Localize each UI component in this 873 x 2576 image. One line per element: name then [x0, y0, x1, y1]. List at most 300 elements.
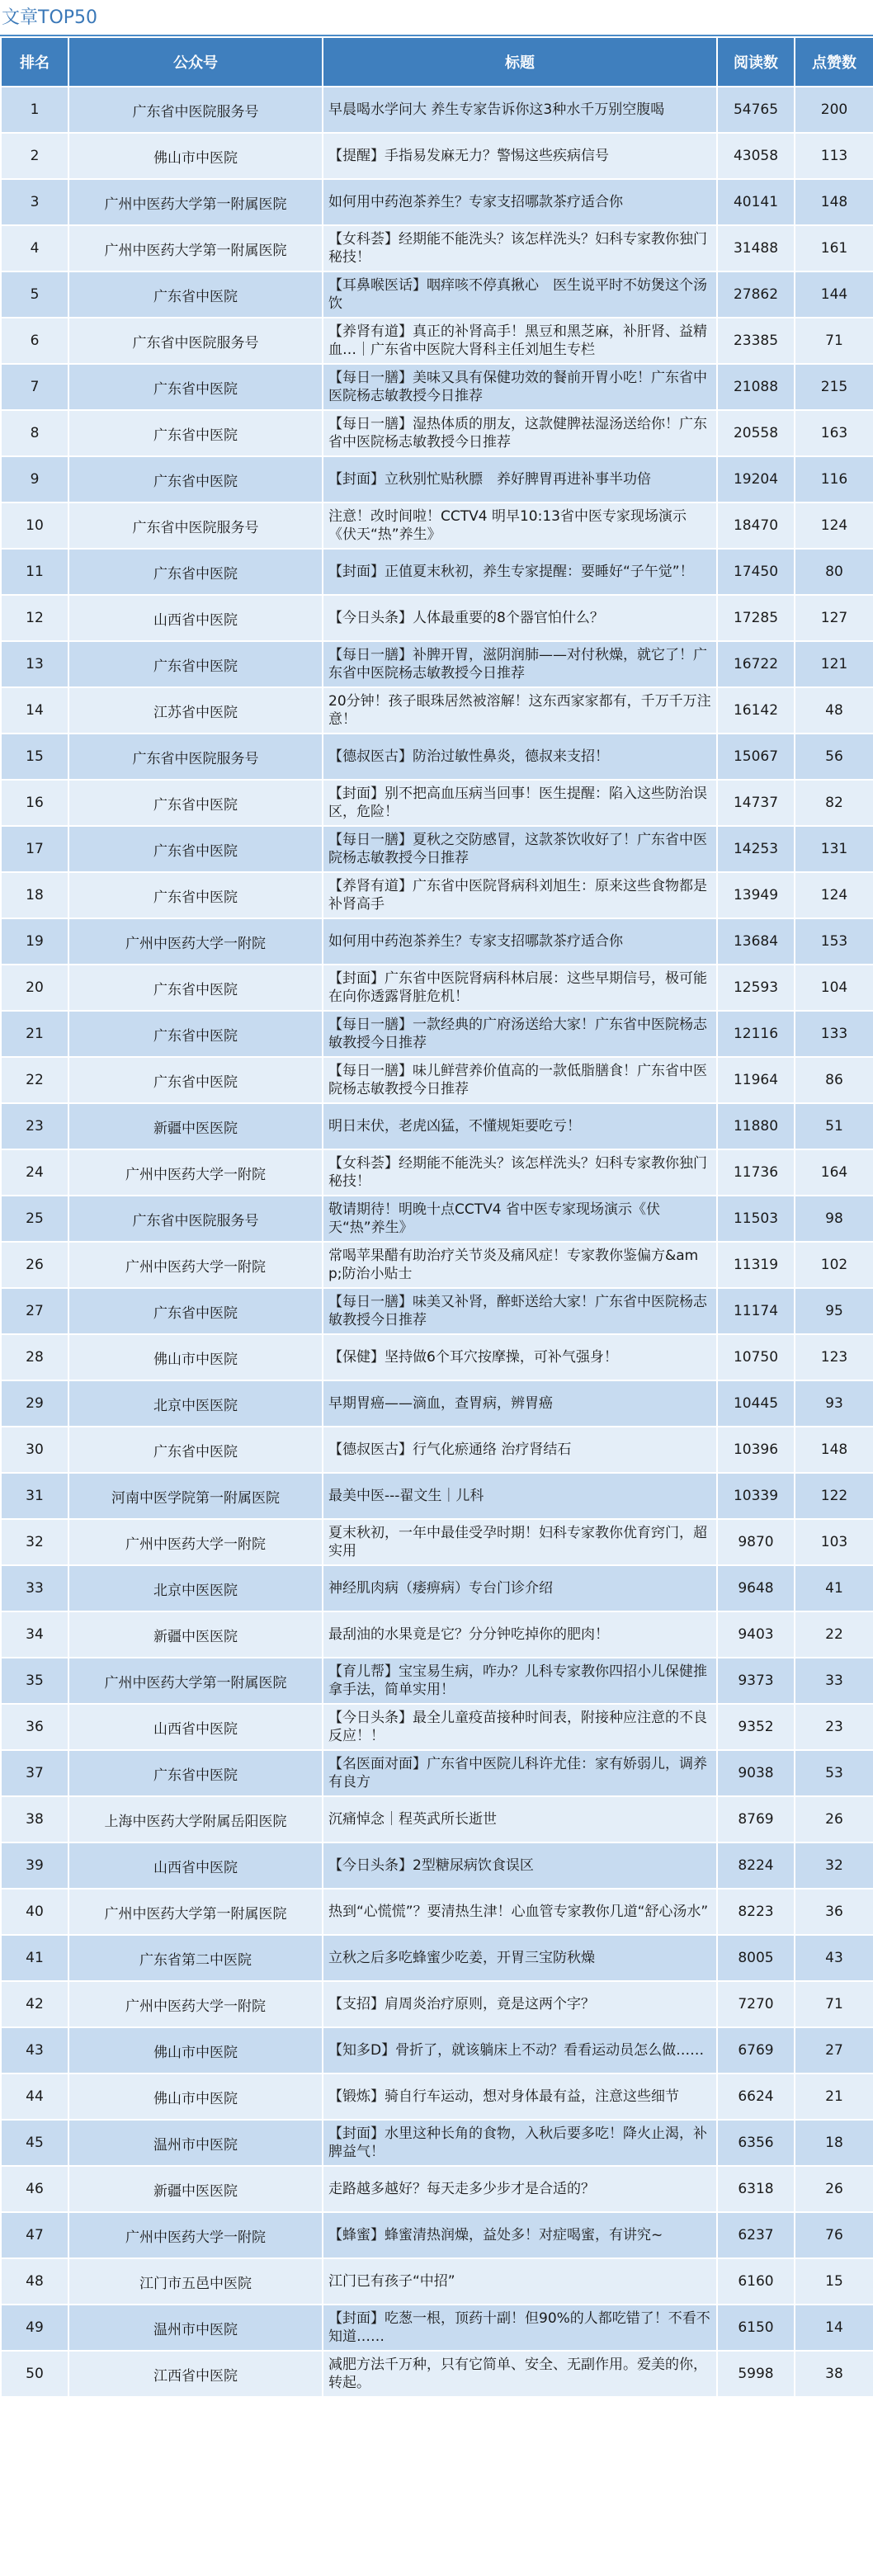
likes-cell: 148 [795, 1427, 873, 1473]
likes-cell: 133 [795, 1011, 873, 1057]
table-row [1, 2351, 873, 2397]
account-cell: 广东省中医院 [68, 826, 323, 872]
likes-cell: 86 [795, 1057, 873, 1103]
table-row [1, 1889, 873, 1935]
account-cell: 广东省中医院 [68, 1427, 323, 1473]
title-cell[interactable]: 【德叔医古】行气化瘀通络 治疗肾结石 [323, 1427, 717, 1473]
likes-cell: 33 [795, 1658, 873, 1704]
rank-cell: 39 [1, 1842, 68, 1889]
likes-cell: 123 [795, 1334, 873, 1380]
reads-cell: 8769 [717, 1796, 795, 1842]
table-row [1, 1149, 873, 1196]
title-cell[interactable]: 夏末秋初，一年中最佳受孕时期！妇科专家教你优育窍门，超实用 [323, 1519, 717, 1565]
likes-cell: 71 [795, 1981, 873, 2027]
rank-cell: 5 [1, 271, 68, 318]
title-cell[interactable]: 20分钟！孩子眼珠居然被溶解！这东西家家都有，千万千万注意！ [323, 687, 717, 734]
likes-cell: 103 [795, 1519, 873, 1565]
likes-cell: 124 [795, 872, 873, 918]
likes-cell: 22 [795, 1611, 873, 1658]
title-cell[interactable]: 【封面】水里这种长角的食物，入秋后要多吃！降火止渴，补脾益气！ [323, 2120, 717, 2166]
account-cell: 江门市五邑中医院 [68, 2258, 323, 2305]
account-cell: 新疆中医医院 [68, 1103, 323, 1149]
table-row [1, 133, 873, 179]
header-account: 公众号 [68, 37, 323, 87]
account-cell: 广东省中医院服务号 [68, 502, 323, 549]
account-cell: 广州中医药大学一附院 [68, 1981, 323, 2027]
account-cell: 山西省中医院 [68, 1704, 323, 1750]
reads-cell: 11174 [717, 1288, 795, 1334]
likes-cell: 27 [795, 2027, 873, 2074]
likes-cell: 18 [795, 2120, 873, 2166]
reads-cell: 10750 [717, 1334, 795, 1380]
likes-cell: 36 [795, 1889, 873, 1935]
table-row [1, 271, 873, 318]
title-cell[interactable]: 【每日一膳】美味又具有保健功效的餐前开胃小吃！广东省中医院杨志敏教授今日推荐 [323, 364, 717, 410]
table-row [1, 1334, 873, 1380]
title-cell[interactable]: 【每日一膳】补脾开胃，滋阴润肺——对付秋燥，就它了！广东省中医院杨志敏教授今日推荐 [323, 641, 717, 687]
rank-cell: 25 [1, 1196, 68, 1242]
account-cell: 广州中医药大学一附院 [68, 918, 323, 965]
reads-cell: 8223 [717, 1889, 795, 1935]
reads-cell: 9403 [717, 1611, 795, 1658]
table-row [1, 2305, 873, 2351]
likes-cell: 43 [795, 1935, 873, 1981]
reads-cell: 14737 [717, 780, 795, 826]
reads-cell: 6237 [717, 2212, 795, 2258]
reads-cell: 54765 [717, 87, 795, 133]
reads-cell: 31488 [717, 225, 795, 271]
table-row [1, 965, 873, 1011]
reads-cell: 9648 [717, 1565, 795, 1611]
likes-cell: 161 [795, 225, 873, 271]
reads-cell: 10396 [717, 1427, 795, 1473]
table-row [1, 1565, 873, 1611]
reads-cell: 13684 [717, 918, 795, 965]
table-row [1, 2258, 873, 2305]
title-cell[interactable]: 【养肾有道】真正的补肾高手！黑豆和黑芝麻，补肝肾、益精血…｜广东省中医院大肾科主任刘旭生专栏 [323, 318, 717, 364]
title-cell[interactable]: 【支招】肩周炎治疗原则，竟是这两个字？ [323, 1981, 717, 2027]
header-likes: 点赞数 [795, 37, 873, 87]
table-row [1, 734, 873, 780]
reads-cell: 11503 [717, 1196, 795, 1242]
title-cell[interactable]: 【提醒】手指易发麻无力？警惕这些疾病信号 [323, 133, 717, 179]
title-cell[interactable]: 【封面】吃葱一根，顶药十副！但90%的人都吃错了！不看不知道…… [323, 2305, 717, 2351]
table-row [1, 1427, 873, 1473]
rank-cell: 31 [1, 1473, 68, 1519]
title-cell[interactable]: 【蜂蜜】蜂蜜清热润燥，益处多！对症喝蜜，有讲究~ [323, 2212, 717, 2258]
likes-cell: 15 [795, 2258, 873, 2305]
account-cell: 佛山市中医院 [68, 133, 323, 179]
rank-cell: 27 [1, 1288, 68, 1334]
table-row [1, 2027, 873, 2074]
reads-cell: 6150 [717, 2305, 795, 2351]
likes-cell: 26 [795, 1796, 873, 1842]
account-cell: 广东省中医院服务号 [68, 87, 323, 133]
title-cell[interactable]: 【女科荟】经期能不能洗头？该怎样洗头？妇科专家教你独门秘技！ [323, 1149, 717, 1196]
title-cell[interactable]: 神经肌肉病（痿痹病）专台门诊介绍 [323, 1565, 717, 1611]
table-row [1, 1242, 873, 1288]
account-cell: 广州中医药大学第一附属医院 [68, 225, 323, 271]
rank-cell: 45 [1, 2120, 68, 2166]
title-cell[interactable]: 最刮油的水果竟是它？分分钟吃掉你的肥肉！ [323, 1611, 717, 1658]
rank-cell: 43 [1, 2027, 68, 2074]
title-cell[interactable]: 走路越多越好？每天走多少步才是合适的？ [323, 2166, 717, 2212]
likes-cell: 144 [795, 271, 873, 318]
table-row [1, 1519, 873, 1565]
title-cell[interactable]: 【耳鼻喉医话】咽痒咳不停真揪心 医生说平时不妨煲这个汤饮 [323, 271, 717, 318]
table-row [1, 87, 873, 133]
reads-cell: 9373 [717, 1658, 795, 1704]
account-cell: 山西省中医院 [68, 595, 323, 641]
account-cell: 广东省中医院 [68, 1057, 323, 1103]
reads-cell: 17450 [717, 549, 795, 595]
account-cell: 新疆中医医院 [68, 1611, 323, 1658]
rank-cell: 18 [1, 872, 68, 918]
account-cell: 佛山市中医院 [68, 2027, 323, 2074]
likes-cell: 104 [795, 965, 873, 1011]
reads-cell: 16722 [717, 641, 795, 687]
title-cell[interactable]: 【封面】正值夏末秋初，养生专家提醒：要睡好“子午觉”！ [323, 549, 717, 595]
reads-cell: 9870 [717, 1519, 795, 1565]
account-cell: 北京中医医院 [68, 1565, 323, 1611]
likes-cell: 38 [795, 2351, 873, 2397]
rank-cell: 32 [1, 1519, 68, 1565]
title-cell[interactable]: 【养肾有道】广东省中医院肾病科刘旭生：原来这些食物都是补肾高手 [323, 872, 717, 918]
account-cell: 山西省中医院 [68, 1842, 323, 1889]
table-row [1, 780, 873, 826]
table-row [1, 1288, 873, 1334]
reads-cell: 20558 [717, 410, 795, 456]
header-reads: 阅读数 [717, 37, 795, 87]
title-cell[interactable]: 【每日一膳】一款经典的广府汤送给大家！广东省中医院杨志敏教授今日推荐 [323, 1011, 717, 1057]
table-row [1, 595, 873, 641]
account-cell: 佛山市中医院 [68, 2074, 323, 2120]
reads-cell: 43058 [717, 133, 795, 179]
title-cell[interactable]: 沉痛悼念｜程英武所长逝世 [323, 1796, 717, 1842]
reads-cell: 18470 [717, 502, 795, 549]
likes-cell: 127 [795, 595, 873, 641]
table-row [1, 1842, 873, 1889]
account-cell: 河南中医学院第一附属医院 [68, 1473, 323, 1519]
account-cell: 广州中医药大学第一附属医院 [68, 1889, 323, 1935]
likes-cell: 113 [795, 133, 873, 179]
reads-cell: 6769 [717, 2027, 795, 2074]
account-cell: 广东省中医院 [68, 549, 323, 595]
rank-cell: 33 [1, 1565, 68, 1611]
table-row [1, 549, 873, 595]
account-cell: 温州市中医院 [68, 2120, 323, 2166]
reads-cell: 6318 [717, 2166, 795, 2212]
reads-cell: 17285 [717, 595, 795, 641]
rank-cell: 3 [1, 179, 68, 225]
header-title: 标题 [323, 37, 717, 87]
rank-cell: 38 [1, 1796, 68, 1842]
reads-cell: 8005 [717, 1935, 795, 1981]
reads-cell: 8224 [717, 1842, 795, 1889]
likes-cell: 56 [795, 734, 873, 780]
account-cell: 江西省中医院 [68, 2351, 323, 2397]
title-cell[interactable]: 【每日一膳】夏秋之交防感冒，这款茶饮收好了！广东省中医院杨志敏教授今日推荐 [323, 826, 717, 872]
rank-cell: 26 [1, 1242, 68, 1288]
rank-cell: 28 [1, 1334, 68, 1380]
reads-cell: 9352 [717, 1704, 795, 1750]
table-body [1, 87, 873, 2397]
table-row [1, 2120, 873, 2166]
rank-cell: 22 [1, 1057, 68, 1103]
table-row [1, 1658, 873, 1704]
account-cell: 广东省中医院 [68, 410, 323, 456]
table-row [1, 1103, 873, 1149]
likes-cell: 148 [795, 179, 873, 225]
reads-cell: 40141 [717, 179, 795, 225]
table-row [1, 1750, 873, 1796]
rank-cell: 8 [1, 410, 68, 456]
table-row [1, 1057, 873, 1103]
title-cell[interactable]: 【每日一膳】味美又补肾，醉虾送给大家！广东省中医院杨志敏教授今日推荐 [323, 1288, 717, 1334]
title-cell[interactable]: 【名医面对面】广东省中医院儿科许尤佳：家有娇弱儿，调养有良方 [323, 1750, 717, 1796]
title-cell[interactable]: 【每日一膳】湿热体质的朋友，这款健脾祛湿汤送给你！广东省中医院杨志敏教授今日推荐 [323, 410, 717, 456]
rank-cell: 40 [1, 1889, 68, 1935]
account-cell: 北京中医医院 [68, 1380, 323, 1427]
likes-cell: 164 [795, 1149, 873, 1196]
title-cell[interactable]: 常喝苹果醋有助治疗关节炎及痛风症！专家教你鉴偏方&amp;防治小贴士 [323, 1242, 717, 1288]
likes-cell: 23 [795, 1704, 873, 1750]
table-row [1, 456, 873, 502]
title-cell[interactable]: 早晨喝水学问大 养生专家告诉你这3种水千万别空腹喝 [323, 87, 717, 133]
table-row [1, 872, 873, 918]
table-row [1, 1935, 873, 1981]
title-cell[interactable]: 减肥方法千万种，只有它简单、安全、无副作用。爱美的你，转起。 [323, 2351, 717, 2397]
table-row [1, 1981, 873, 2027]
title-cell[interactable]: 【封面】广东省中医院肾病科林启展：这些早期信号，极可能在向你透露肾脏危机！ [323, 965, 717, 1011]
likes-cell: 53 [795, 1750, 873, 1796]
reads-cell: 7270 [717, 1981, 795, 2027]
reads-cell: 19204 [717, 456, 795, 502]
rank-cell: 44 [1, 2074, 68, 2120]
rank-cell: 48 [1, 2258, 68, 2305]
rank-cell: 13 [1, 641, 68, 687]
rank-cell: 37 [1, 1750, 68, 1796]
rank-cell: 23 [1, 1103, 68, 1149]
page-title: 文章TOP50 [0, 0, 873, 36]
rank-cell: 14 [1, 687, 68, 734]
rank-cell: 35 [1, 1658, 68, 1704]
reads-cell: 6160 [717, 2258, 795, 2305]
account-cell: 新疆中医医院 [68, 2166, 323, 2212]
table-row [1, 641, 873, 687]
likes-cell: 131 [795, 826, 873, 872]
reads-cell: 15067 [717, 734, 795, 780]
likes-cell: 200 [795, 87, 873, 133]
header-rank: 排名 [1, 37, 68, 87]
table-row [1, 2074, 873, 2120]
title-cell[interactable]: 江门已有孩子“中招” [323, 2258, 717, 2305]
reads-cell: 11319 [717, 1242, 795, 1288]
likes-cell: 76 [795, 2212, 873, 2258]
rank-cell: 4 [1, 225, 68, 271]
account-cell: 广东省中医院 [68, 1288, 323, 1334]
account-cell: 广东省中医院 [68, 780, 323, 826]
reads-cell: 16142 [717, 687, 795, 734]
articles-table [0, 36, 873, 2398]
table-row [1, 1011, 873, 1057]
account-cell: 广州中医药大学一附院 [68, 2212, 323, 2258]
table-row [1, 1196, 873, 1242]
title-cell[interactable]: 【封面】别不把高血压病当回事！医生提醒：陷入这些防治误区，危险！ [323, 780, 717, 826]
reads-cell: 23385 [717, 318, 795, 364]
title-cell[interactable]: 【保健】坚持做6个耳穴按摩操，可补气强身！ [323, 1334, 717, 1380]
title-cell[interactable]: 注意！改时间啦！CCTV4 明早10:13省中医专家现场演示《伏天“热”养生》 [323, 502, 717, 549]
table-row [1, 2212, 873, 2258]
rank-cell: 49 [1, 2305, 68, 2351]
account-cell: 广东省中医院 [68, 641, 323, 687]
title-cell[interactable]: 明日末伏，老虎凶猛，不懂规矩要吃亏！ [323, 1103, 717, 1149]
table-row [1, 1473, 873, 1519]
account-cell: 广东省中医院 [68, 1750, 323, 1796]
title-cell[interactable]: 立秋之后多吃蜂蜜少吃姜，开胃三宝防秋燥 [323, 1935, 717, 1981]
reads-cell: 11964 [717, 1057, 795, 1103]
likes-cell: 14 [795, 2305, 873, 2351]
account-cell: 广东省中医院服务号 [68, 1196, 323, 1242]
rank-cell: 46 [1, 2166, 68, 2212]
likes-cell: 82 [795, 780, 873, 826]
reads-cell: 21088 [717, 364, 795, 410]
rank-cell: 41 [1, 1935, 68, 1981]
likes-cell: 98 [795, 1196, 873, 1242]
rank-cell: 2 [1, 133, 68, 179]
rank-cell: 6 [1, 318, 68, 364]
likes-cell: 122 [795, 1473, 873, 1519]
account-cell: 广东省中医院 [68, 872, 323, 918]
reads-cell: 10339 [717, 1473, 795, 1519]
likes-cell: 71 [795, 318, 873, 364]
likes-cell: 121 [795, 641, 873, 687]
account-cell: 广州中医药大学一附院 [68, 1519, 323, 1565]
title-cell[interactable]: 最美中医---翟文生｜儿科 [323, 1473, 717, 1519]
likes-cell: 32 [795, 1842, 873, 1889]
table-row [1, 318, 873, 364]
account-cell: 广东省中医院服务号 [68, 318, 323, 364]
rank-cell: 21 [1, 1011, 68, 1057]
rank-cell: 1 [1, 87, 68, 133]
table-header [1, 37, 873, 87]
rank-cell: 36 [1, 1704, 68, 1750]
rank-cell: 11 [1, 549, 68, 595]
reads-cell: 12116 [717, 1011, 795, 1057]
account-cell: 温州市中医院 [68, 2305, 323, 2351]
likes-cell: 163 [795, 410, 873, 456]
rank-cell: 42 [1, 1981, 68, 2027]
rank-cell: 30 [1, 1427, 68, 1473]
account-cell: 广州中医药大学第一附属医院 [68, 1658, 323, 1704]
table-row [1, 918, 873, 965]
table-row [1, 687, 873, 734]
rank-cell: 7 [1, 364, 68, 410]
rank-cell: 47 [1, 2212, 68, 2258]
title-cell[interactable]: 热到“心慌慌”？要清热生津！心血管专家教你几道“舒心汤水” [323, 1889, 717, 1935]
rank-cell: 20 [1, 965, 68, 1011]
reads-cell: 11736 [717, 1149, 795, 1196]
account-cell: 上海中医药大学附属岳阳医院 [68, 1796, 323, 1842]
rank-cell: 29 [1, 1380, 68, 1427]
table-row [1, 826, 873, 872]
table-row [1, 410, 873, 456]
table-row [1, 179, 873, 225]
title-cell[interactable]: 【今日头条】最全儿童疫苗接种时间表，附接种应注意的不良反应！！ [323, 1704, 717, 1750]
reads-cell: 6624 [717, 2074, 795, 2120]
reads-cell: 6356 [717, 2120, 795, 2166]
account-cell: 广州中医药大学一附院 [68, 1242, 323, 1288]
account-cell: 广东省中医院 [68, 271, 323, 318]
title-cell[interactable]: 如何用中药泡茶养生？专家支招哪款茶疗适合你 [323, 918, 717, 965]
title-cell[interactable]: 敬请期待！明晚十点CCTV4 省中医专家现场演示《伏天“热”养生》 [323, 1196, 717, 1242]
title-cell[interactable]: 【今日头条】2型糖尿病饮食误区 [323, 1842, 717, 1889]
account-cell: 广州中医药大学第一附属医院 [68, 179, 323, 225]
title-cell[interactable]: 【每日一膳】味儿鲜营养价值高的一款低脂膳食！广东省中医院杨志敏教授今日推荐 [323, 1057, 717, 1103]
rank-cell: 16 [1, 780, 68, 826]
account-cell: 广州中医药大学一附院 [68, 1149, 323, 1196]
likes-cell: 153 [795, 918, 873, 965]
likes-cell: 41 [795, 1565, 873, 1611]
table-row [1, 2166, 873, 2212]
table-row [1, 1796, 873, 1842]
rank-cell: 50 [1, 2351, 68, 2397]
table-row [1, 502, 873, 549]
reads-cell: 13949 [717, 872, 795, 918]
rank-cell: 17 [1, 826, 68, 872]
title-cell[interactable]: 如何用中药泡茶养生？专家支招哪款茶疗适合你 [323, 179, 717, 225]
likes-cell: 93 [795, 1380, 873, 1427]
likes-cell: 102 [795, 1242, 873, 1288]
header-row [1, 37, 873, 87]
title-cell[interactable]: 【知多D】骨折了，就该躺床上不动？看看运动员怎么做…… [323, 2027, 717, 2074]
table-row [1, 225, 873, 271]
account-cell: 广东省中医院 [68, 965, 323, 1011]
likes-cell: 21 [795, 2074, 873, 2120]
reads-cell: 9038 [717, 1750, 795, 1796]
likes-cell: 48 [795, 687, 873, 734]
table-row [1, 1704, 873, 1750]
likes-cell: 80 [795, 549, 873, 595]
account-cell: 广东省中医院 [68, 1011, 323, 1057]
reads-cell: 27862 [717, 271, 795, 318]
rank-cell: 24 [1, 1149, 68, 1196]
title-cell[interactable]: 【今日头条】人体最重要的8个器官怕什么？ [323, 595, 717, 641]
reads-cell: 12593 [717, 965, 795, 1011]
title-cell[interactable]: 早期胃癌——滴血，查胃病，辨胃癌 [323, 1380, 717, 1427]
rank-cell: 34 [1, 1611, 68, 1658]
account-cell: 广东省中医院服务号 [68, 734, 323, 780]
account-cell: 江苏省中医院 [68, 687, 323, 734]
account-cell: 广东省中医院 [68, 364, 323, 410]
likes-cell: 215 [795, 364, 873, 410]
rank-cell: 15 [1, 734, 68, 780]
title-cell[interactable]: 【育儿帮】宝宝易生病，咋办？儿科专家教你四招小儿保健推拿手法，简单实用！ [323, 1658, 717, 1704]
account-cell: 广东省中医院 [68, 456, 323, 502]
title-cell[interactable]: 【锻炼】骑自行车运动，想对身体最有益，注意这些细节 [323, 2074, 717, 2120]
title-cell[interactable]: 【女科荟】经期能不能洗头？该怎样洗头？妇科专家教你独门秘技！ [323, 225, 717, 271]
likes-cell: 116 [795, 456, 873, 502]
table-row [1, 364, 873, 410]
title-cell[interactable]: 【德叔医古】防治过敏性鼻炎，德叔来支招！ [323, 734, 717, 780]
title-cell[interactable]: 【封面】立秋别忙贴秋膘 养好脾胃再进补事半功倍 [323, 456, 717, 502]
reads-cell: 5998 [717, 2351, 795, 2397]
reads-cell: 14253 [717, 826, 795, 872]
rank-cell: 9 [1, 456, 68, 502]
likes-cell: 95 [795, 1288, 873, 1334]
table-row [1, 1611, 873, 1658]
account-cell: 广东省第二中医院 [68, 1935, 323, 1981]
